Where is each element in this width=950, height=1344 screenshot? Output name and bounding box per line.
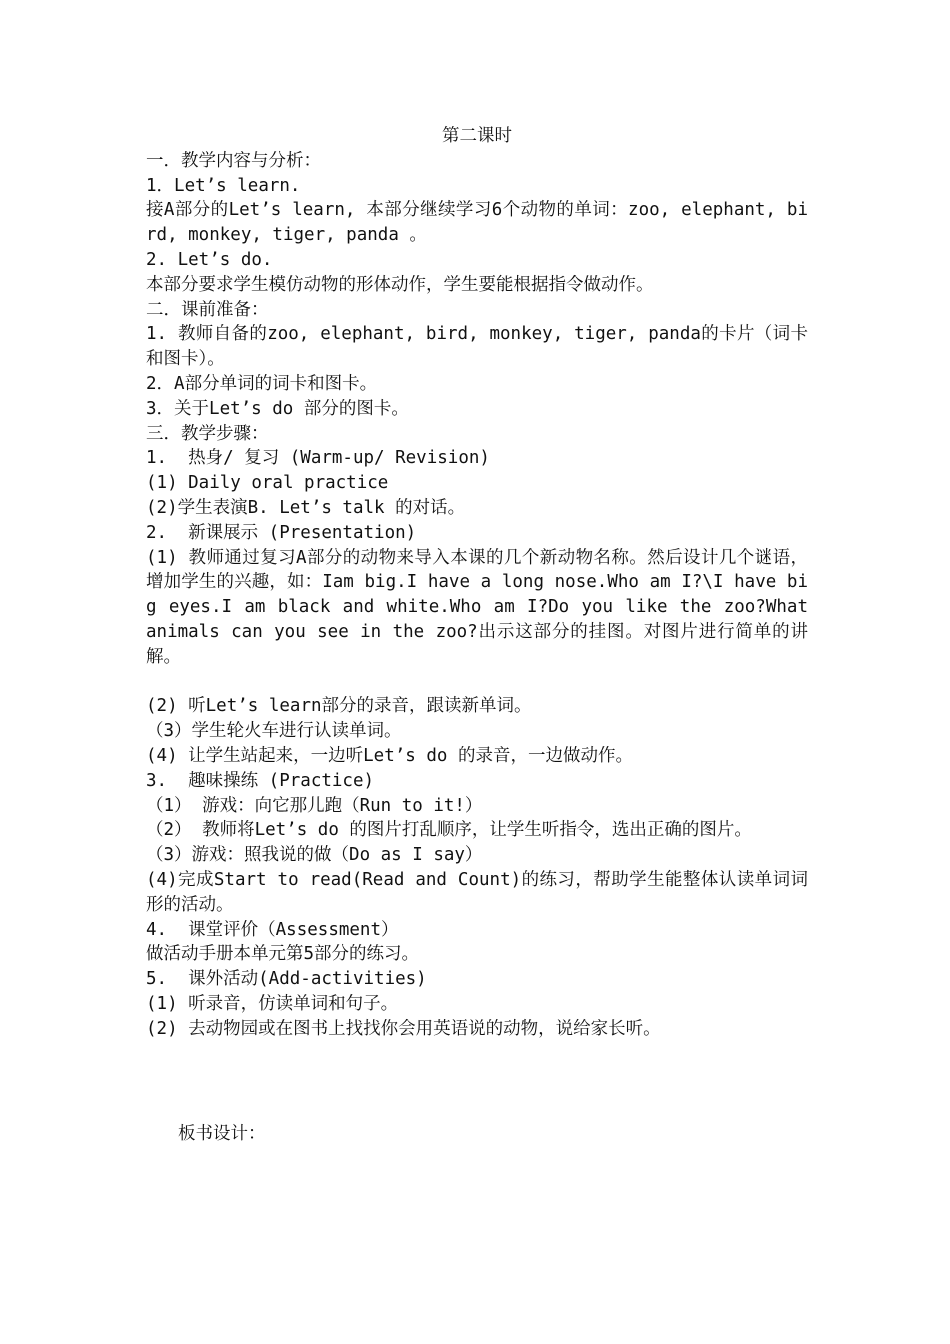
text-line: 5. 课外活动(Add-activities) <box>146 969 427 990</box>
text-line: 本部分要求学生模仿动物的形体动作，学生要能根据指令做动作。 <box>146 274 654 295</box>
content-lines <box>146 149 819 1042</box>
text-line: （2） 教师将Let’s do 的图片打乱顺序，让学生听指令，选出正确的图片。 <box>146 820 752 841</box>
text-line: (2) 去动物园或在图书上找找你会用英语说的动物，说给家长听。 <box>146 1018 661 1039</box>
text-line: （1） 游戏：向它那儿跑（Run to it!） <box>146 795 483 816</box>
text-line: 4. 课堂评价（Assessment） <box>146 919 399 940</box>
text-line: 2．A部分单词的词卡和图卡。 <box>146 373 378 394</box>
document-body <box>146 124 819 1041</box>
text-line: 3．关于Let’s do 部分的图卡。 <box>146 398 409 419</box>
text-line: (2)学生表演B. Let’s talk 的对话。 <box>146 497 466 518</box>
text-line: 三．教学步骤： <box>146 423 269 444</box>
text-line: (1) 教师通过复习A部分的动物来导入本课的几个新动物名称。然后设计几个谜语，增加学生的兴趣，如：Iam big.I have a long nose.Who am I?\I have big eyes.I am black and white.Who am I?Do you like the zoo?What animals can you see in the zoo?出示这部分的挂图。对图片进行简单的讲解。 <box>146 547 819 667</box>
text-line: 接A部分的Let’s learn, 本部分继续学习6个动物的单词：zoo, elephant, bird, monkey, tiger, panda 。 <box>146 200 808 246</box>
text-line: 2. 新课展示 (Presentation) <box>146 522 417 543</box>
text-line: (2) 听Let’s learn部分的录音，跟读新单词。 <box>146 696 532 717</box>
text-line: 3. 趣味操练 (Practice) <box>146 770 375 791</box>
text-line: 一．教学内容与分析： <box>146 150 321 171</box>
text-line: 做活动手册本单元第5部分的练习。 <box>146 944 420 965</box>
text-line: （3）游戏：照我说的做（Do as I say） <box>146 845 483 866</box>
text-line <box>146 670 808 695</box>
text-line: (4) 让学生站起来，一边听Let’s do 的录音，一边做动作。 <box>146 745 633 766</box>
text-line: （3）学生轮火车进行认读单词。 <box>146 721 402 742</box>
text-line: (1) Daily oral practice <box>146 473 389 494</box>
text-line: 1．Let’s learn. <box>146 175 301 196</box>
board-design-label: 板书设计： <box>178 1124 266 1144</box>
text-line: 1. 教师自备的zoo, elephant, bird, monkey, tiger, panda的卡片（词卡和图卡）。 <box>146 324 808 370</box>
text-line: (4)完成Start to read(Read and Count)的练习，帮助学生能整体认读单词词形的活动。 <box>146 869 808 915</box>
text-line: 1. 热身/ 复习 (Warm-up/ Revision) <box>146 448 490 469</box>
text-line: 2. Let’s do. <box>146 249 273 270</box>
text-line: 二．课前准备： <box>146 299 269 320</box>
text-line: (1) 听录音，仿读单词和句子。 <box>146 993 399 1014</box>
lesson-title: 第二课时 <box>442 126 512 146</box>
